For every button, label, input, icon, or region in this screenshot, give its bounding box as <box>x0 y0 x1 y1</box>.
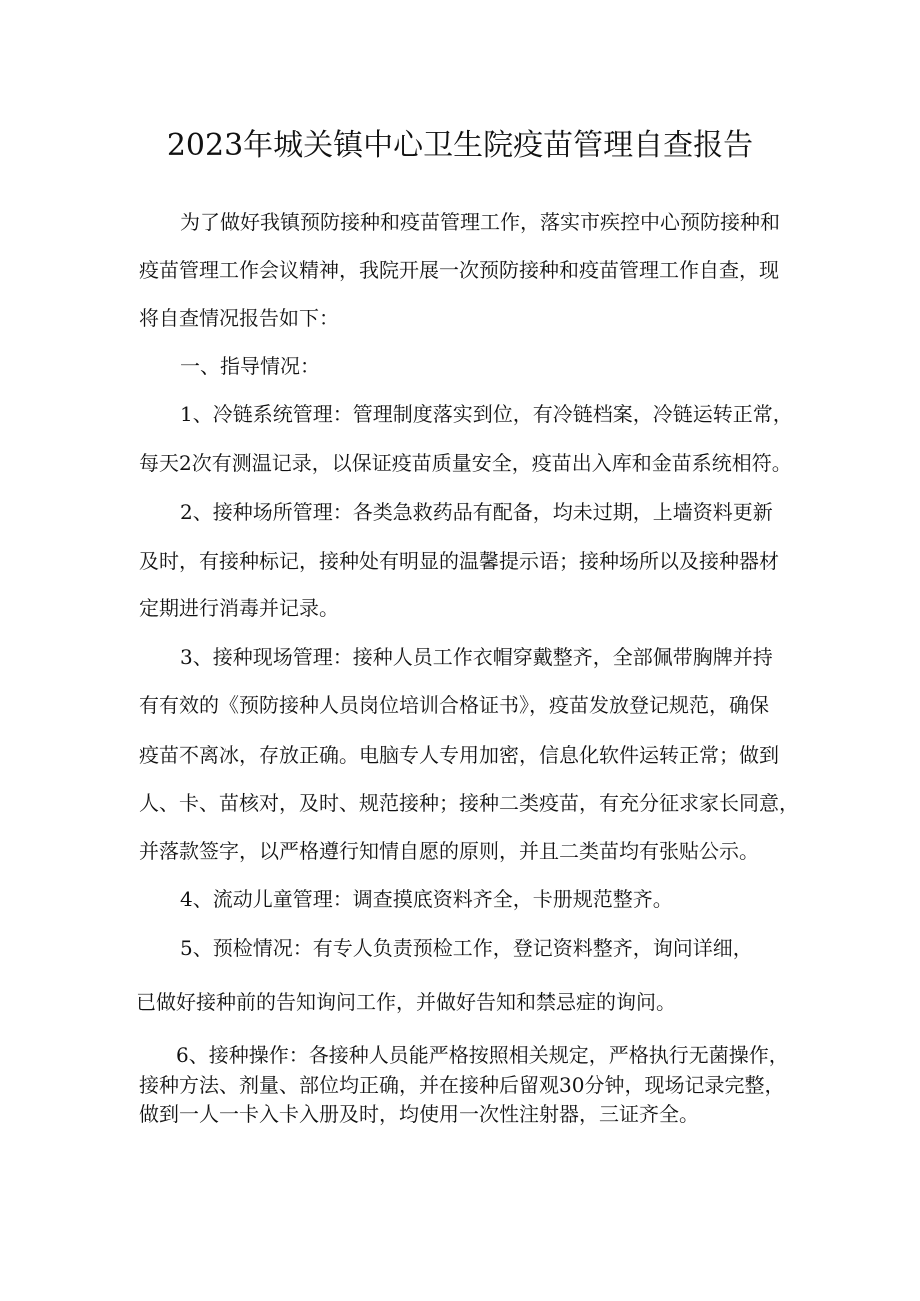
item-3-line-4: 人、卡、苗核对，及时、规范接种；接种二类疫苗，有充分征求家长同意， <box>139 791 799 815</box>
item-6-line-2: 接种方法、剂量、部位均正确，并在接种后留观30分钟，现场记录完整， <box>139 1073 785 1097</box>
item-2-line-2: 及时，有接种标记，接种处有明显的温馨提示语；接种场所以及接种器材 <box>139 549 779 573</box>
item-6-line-3: 做到一人一卡入卡入册及时，均使用一次性注射器，三证齐全。 <box>139 1102 699 1126</box>
item-2-line-3: 定期进行消毒并记录。 <box>139 596 339 620</box>
paragraph-intro-line-1: 为了做好我镇预防接种和疫苗管理工作，落实市疾控中心预防接种和 <box>180 210 780 234</box>
item-6-line-1: 6、接种操作：各接种人员能严格按照相关规定，严格执行无菌操作， <box>176 1043 789 1067</box>
item-3-line-1: 3、接种现场管理：接种人员工作衣帽穿戴整齐，全部佩带胸牌并持 <box>180 645 773 669</box>
item-4-line-1: 4、流动儿童管理：调查摸底资料齐全，卡册规范整齐。 <box>180 887 673 911</box>
item-1-line-2: 每天2次有测温记录，以保证疫苗质量安全，疫苗出入库和金苗系统相符。 <box>139 451 792 475</box>
paragraph-intro-line-2: 疫苗管理工作会议精神，我院开展一次预防接种和疫苗管理工作自查，现 <box>139 258 779 282</box>
item-1-line-1: 1、冷链系统管理：管理制度落实到位，有冷链档案，冷链运转正常， <box>180 402 793 426</box>
item-2-line-1: 2、接种场所管理：各类急救药品有配备，均未过期，上墙资料更新 <box>180 500 773 524</box>
document-title: 2023年城关镇中心卫生院疫苗管理自查报告 <box>166 128 754 163</box>
section-heading-guidance: 一、指导情况： <box>180 354 320 378</box>
paragraph-intro-line-3: 将自查情况报告如下： <box>139 306 339 330</box>
item-3-line-2: 有有效的《预防接种人员岗位培训合格证书》，疫苗发放登记规范，确保 <box>139 693 769 717</box>
item-3-line-3: 疫苗不离冰，存放正确。电脑专人专用加密，信息化软件运转正常；做到 <box>139 743 779 767</box>
item-5-line-1: 5、预检情况：有专人负责预检工作，登记资料整齐，询问详细， <box>180 936 753 960</box>
item-3-line-5: 并落款签字，以严格遵行知情自愿的原则，并且二类苗均有张贴公示。 <box>139 839 759 863</box>
item-5-line-2: 已做好接种前的告知询问工作，并做好告知和禁忌症的询问。 <box>136 990 676 1014</box>
